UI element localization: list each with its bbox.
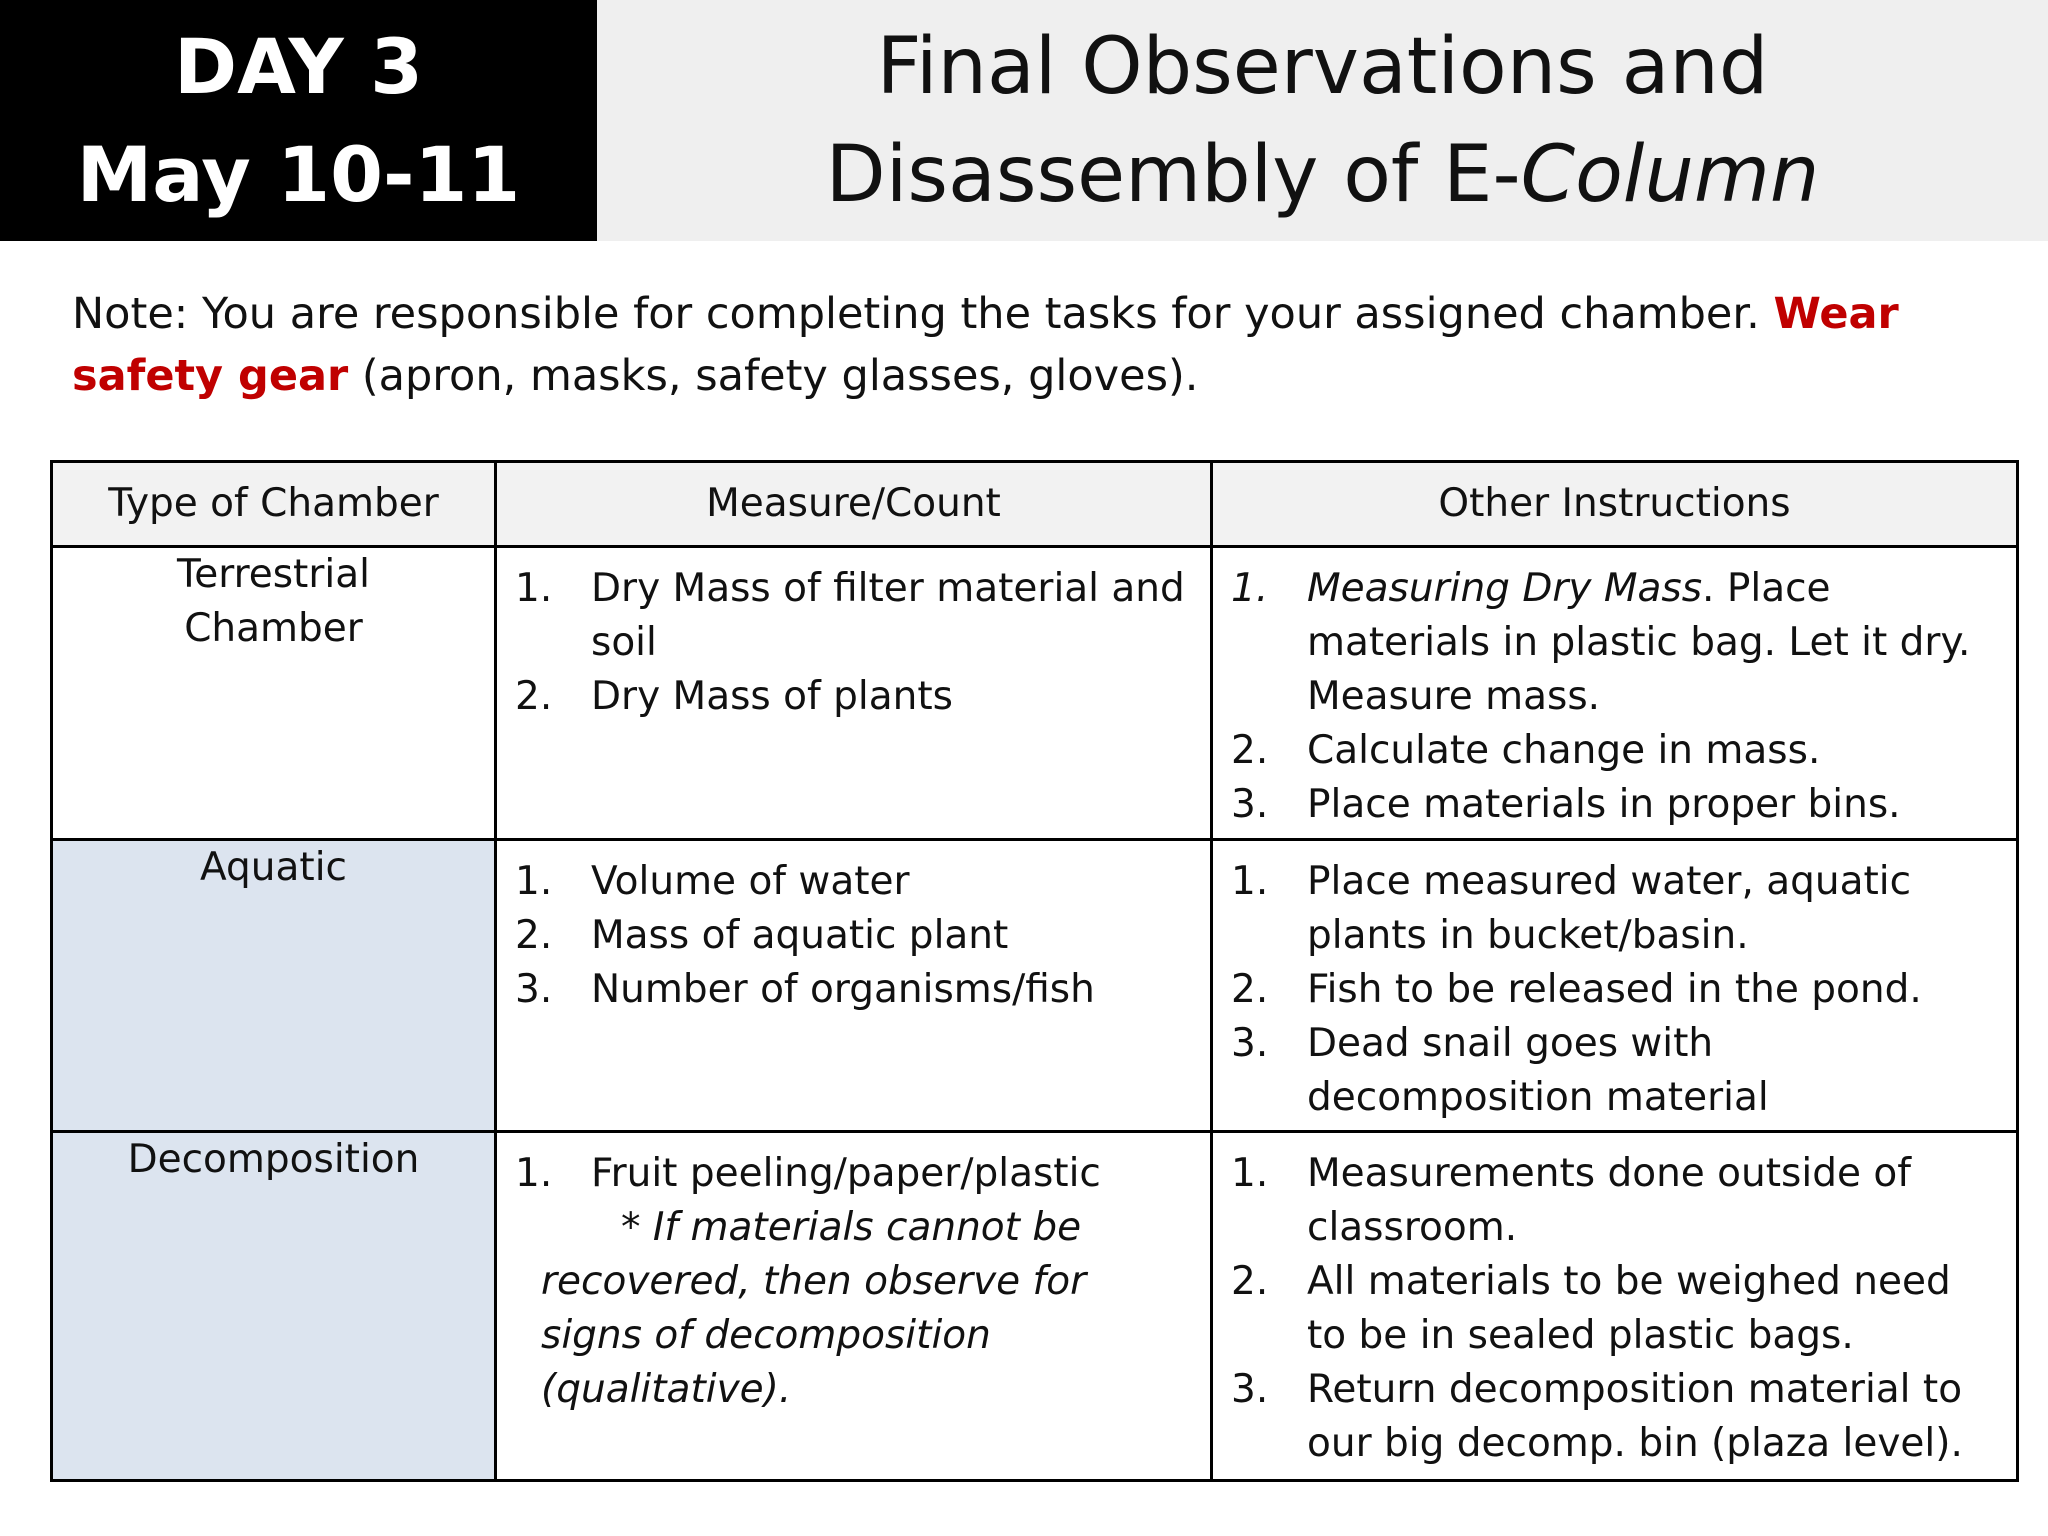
day-label: DAY 3 xyxy=(173,21,423,111)
list-item: 2. All materials to be weighed need to be in sealed plastic bags. xyxy=(1231,1259,1951,1359)
list-item: 1. Place measured water, aquatic plants in bucket/basin. xyxy=(1231,858,1912,958)
list-item: 2. Mass of aquatic plant xyxy=(515,912,1009,958)
header-instructions: Other Instructions xyxy=(1212,462,2018,547)
title-line-2 xyxy=(826,121,1820,229)
list-item: 3. Number of organisms/fish xyxy=(515,966,1095,1012)
list-item: 1. Volume of water xyxy=(515,858,910,904)
list-item: 3. Return decomposition material to our big decomp. bin (plaza level). xyxy=(1231,1367,1963,1467)
list-item: 3. Place materials in proper bins. xyxy=(1231,782,1901,828)
table-row xyxy=(52,547,2018,839)
day-banner xyxy=(0,0,597,241)
safety-note xyxy=(72,283,1992,407)
date-label: May 10-11 xyxy=(76,129,521,219)
header-type: Type of Chamber xyxy=(52,462,496,547)
note-text-after: (apron, masks, safety glasses, gloves). xyxy=(348,351,1199,401)
list-item: 1. Measuring Dry Mass. Place materials in plastic bag. Let it dry. Measure mass. xyxy=(1231,566,1971,720)
title-line-2-prefix: Disassembly of E- xyxy=(825,129,1521,220)
measure-note: * If materials cannot be recovered, then observe for signs of decomposition (qualitative). xyxy=(541,1205,1087,1413)
note-highlight: Wear safety gear xyxy=(72,289,1899,401)
page-title xyxy=(597,0,2048,241)
list-item: 2. Fish to be released in the pond. xyxy=(1231,966,1922,1012)
list-item: 1. Measurements done outside of classroom. xyxy=(1231,1151,1911,1251)
measure-cell xyxy=(496,1132,1212,1481)
instructions-cell xyxy=(1212,839,2018,1131)
measure-cell xyxy=(496,839,1212,1131)
note-text-before: Note: You are responsible for completing the tasks for your assigned chamber. xyxy=(72,289,1774,339)
list-item: 1. Dry Mass of filter material and soil xyxy=(515,566,1185,666)
chamber-type: Aquatic xyxy=(52,839,496,1131)
table-row xyxy=(52,1132,2018,1481)
title-line-2-italic: Column xyxy=(1520,129,1820,220)
chamber-table xyxy=(50,460,2019,1482)
header-measure: Measure/Count xyxy=(496,462,1212,547)
chamber-type: Terrestrial Chamber xyxy=(52,547,496,839)
instructions-cell xyxy=(1212,1132,2018,1481)
list-item: 3. Dead snail goes with decomposition material xyxy=(1231,1020,1769,1120)
list-item: 2. Dry Mass of plants xyxy=(515,674,953,720)
title-line-1: Final Observations and xyxy=(876,21,1769,112)
chamber-type: Decomposition xyxy=(52,1132,496,1481)
instructions-cell xyxy=(1212,547,2018,839)
list-item: 1. Fruit peeling/paper/plastic xyxy=(515,1151,1101,1197)
list-item: 2. Calculate change in mass. xyxy=(1231,728,1821,774)
table-row xyxy=(52,839,2018,1131)
measure-cell xyxy=(496,547,1212,839)
